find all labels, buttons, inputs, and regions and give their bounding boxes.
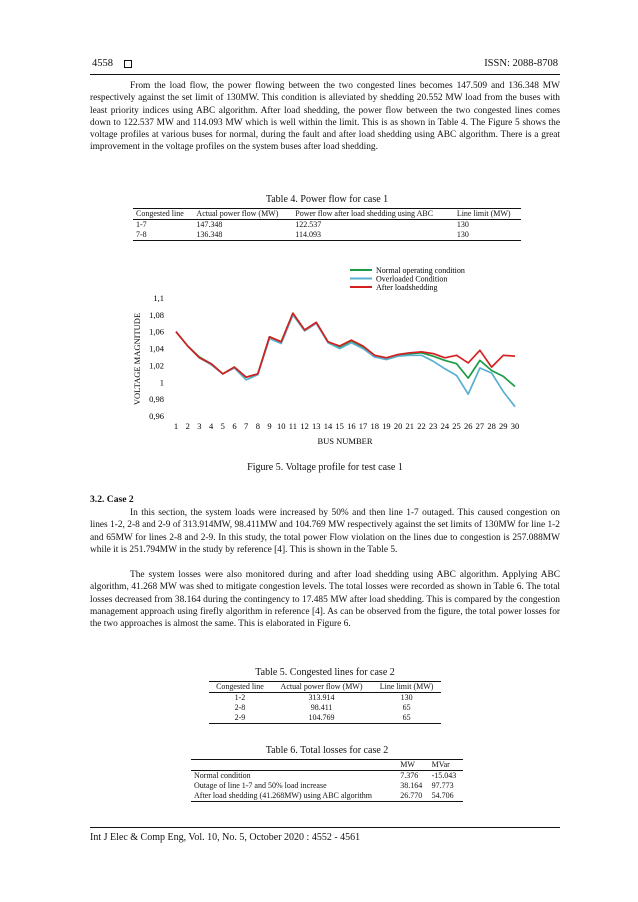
x-tick-label: 21	[405, 421, 415, 431]
y-axis-label: VOLTAGE MAGNITUDE	[132, 312, 142, 406]
table4	[133, 208, 521, 241]
x-tick-label: 28	[487, 421, 496, 431]
table-header-row	[209, 682, 441, 693]
table-header-cell: MW	[397, 760, 428, 771]
x-tick-label: 15	[335, 421, 344, 431]
chart-series	[176, 313, 515, 407]
x-tick-label: 24	[440, 421, 450, 431]
table-cell: 65	[402, 713, 411, 722]
table-header-cell	[191, 760, 397, 771]
table-cell: -15.043	[431, 771, 457, 780]
issn: ISSN: 2088-8708	[484, 58, 558, 69]
table-cell: 1-2	[234, 693, 246, 702]
footer-rule	[90, 827, 560, 828]
table-cell: 7.376	[400, 771, 419, 780]
table-row	[191, 791, 463, 802]
table-cell: 2-9	[234, 713, 246, 722]
y-tick-label: 1,02	[149, 360, 164, 371]
square-icon	[124, 60, 132, 68]
x-tick-label: 7	[244, 421, 249, 431]
legend-label: After loadshedding	[376, 283, 438, 292]
y-tick-label: 1,06	[149, 326, 164, 337]
table-cell: 114.093	[295, 230, 321, 239]
y-axis-ticks	[149, 293, 165, 421]
paragraph-3: The system losses were also monitored during and after load shedding using ABC algorithm. Applying ABC algorithm, 41.268 MW was shed to mitigate congestion levels. The total losses were recorded as shown in Table 6. The total losses decreased from 38.164 during the contingency to 17.485 MW after load shedding. This is compared by the congestion management approach using firefly algorithm in reference [4]. As can be observed from the figure, the total power losses for the two approaches is almost the same. This is elaborated in Figure 6.	[90, 570, 560, 630]
table-header-cell: Congested line	[133, 209, 193, 220]
y-tick-label: 1	[159, 377, 164, 388]
table-cell: 130	[456, 220, 469, 229]
table-row	[133, 230, 521, 241]
y-tick-label: 1,04	[149, 343, 164, 354]
figure5-caption: Figure 5. Voltage profile for test case 1	[247, 462, 403, 473]
table-header-row	[133, 209, 521, 220]
table-cell: 97.773	[431, 781, 454, 790]
table-cell: 38.164	[400, 781, 423, 790]
x-tick-label: 1	[173, 421, 179, 431]
x-tick-label: 25	[452, 421, 461, 431]
voltage-profile-chart	[120, 262, 530, 450]
x-tick-label: 2	[185, 421, 190, 431]
table-cell: Outage of line 1-7 and 50% load increase	[194, 781, 327, 790]
x-axis-label: BUS NUMBER	[317, 436, 373, 446]
table-row	[133, 220, 521, 231]
legend-label: Normal operating condition	[376, 266, 465, 275]
x-axis-ticks	[174, 421, 519, 431]
table-header-cell: Actual power flow (MW)	[271, 682, 372, 693]
x-tick-label: 20	[393, 421, 403, 431]
table4-caption: Table 4. Power flow for case 1	[265, 194, 389, 205]
table-cell: 2-8	[234, 703, 246, 712]
table-header-cell: Congested line	[209, 682, 271, 693]
x-tick-label: 11	[288, 421, 297, 431]
x-tick-label: 16	[347, 421, 356, 431]
paragraph-1: From the load flow, the power flowing between the two congested lines becomes 147.509 and 136.348 MW respectively against the set limit of 130MW. This condition is alleviated by shedding 20.552 MW load from the buses with least priority indices using ABC algorithm. After load shedding, the power flow between the two congested lines comes down to 122.537 MW and 114.093 MW which is well within the limit. This is as shown in Table 4. The Figure 5 shows the voltage profiles at various buses for normal, during the fault and after load shedding using ABC algorithm. There is a great improvement in the voltage profiles on the system buses after load shedding.	[90, 81, 560, 153]
x-tick-label: 9	[267, 421, 272, 431]
x-tick-label: 30	[510, 421, 520, 431]
table-row	[209, 703, 441, 713]
x-tick-label: 10	[276, 421, 286, 431]
x-tick-label: 8	[255, 421, 260, 431]
table-header-cell: MVar	[429, 760, 463, 771]
table-header-cell: Power flow after load shedding using ABC	[292, 209, 454, 220]
header-rule	[90, 74, 560, 75]
table-cell: After load shedding (41.268MW) using ABC algorithm	[194, 791, 372, 800]
table6	[191, 759, 463, 802]
table-cell: Normal condition	[194, 771, 251, 780]
table-cell: 313.914	[308, 693, 335, 702]
table-header-cell: Line limit (MW)	[372, 682, 441, 693]
x-tick-label: 6	[232, 421, 237, 431]
x-tick-label: 12	[300, 421, 309, 431]
table-header-cell: Line limit (MW)	[454, 209, 521, 220]
series-line	[176, 313, 515, 386]
table-cell: 130	[456, 230, 469, 239]
table5	[209, 681, 441, 724]
y-tick-label: 1,1	[153, 293, 164, 303]
table-cell: 26.770	[400, 791, 423, 800]
table-cell: 136.348	[196, 230, 223, 239]
x-tick-label: 3	[197, 421, 202, 431]
x-tick-label: 17	[358, 421, 368, 431]
table-row	[191, 781, 463, 791]
x-tick-label: 5	[220, 421, 225, 431]
page-number: 4558	[92, 58, 113, 69]
chart-legend	[350, 266, 465, 292]
x-tick-label: 23	[428, 421, 438, 431]
x-tick-label: 4	[208, 421, 214, 431]
table-cell: 98.411	[310, 703, 333, 712]
y-tick-label: 1,08	[149, 309, 164, 320]
footer-citation: Int J Elec & Comp Eng, Vol. 10, No. 5, October 2020 : 4552 - 4561	[90, 832, 361, 843]
table6-caption: Table 6. Total losses for case 2	[265, 745, 389, 756]
x-tick-label: 22	[417, 421, 426, 431]
x-tick-label: 18	[370, 421, 379, 431]
section-heading: 3.2. Case 2	[90, 494, 134, 505]
x-tick-label: 27	[475, 421, 485, 431]
table-cell: 122.537	[295, 220, 322, 229]
table-cell: 1-7	[136, 220, 147, 229]
table-cell: 147.348	[196, 220, 223, 229]
table-header-row	[191, 760, 463, 771]
table-cell: 130	[400, 693, 413, 702]
table-header-cell: Actual power flow (MW)	[193, 209, 292, 220]
y-tick-label: 0,98	[149, 394, 164, 405]
table5-caption: Table 5. Congested lines for case 2	[255, 667, 395, 678]
legend-label: Overloaded Condition	[376, 274, 448, 284]
table-cell: 104.769	[308, 713, 335, 722]
y-tick-label: 0,96	[149, 411, 164, 421]
table-row	[209, 693, 441, 704]
table-cell: 7-8	[136, 230, 147, 239]
table-row	[209, 713, 441, 724]
table-cell: 54.706	[431, 791, 454, 800]
x-tick-label: 19	[382, 421, 391, 431]
x-tick-label: 29	[499, 421, 508, 431]
paragraph-2: In this section, the system loads were increased by 50% and then line 1-7 outaged. This caused congestion on lines 1-2, 2-8 and 2-9 of 313.914MW, 98.411MW and 104.769 MW respectively against the set limits of 130MW for line 1-2 and 65MW for lines 2-8 and 2-9. In this study, the total power Flow violation on the lines due to congestion is 257.088MW while it is 251.794MW in the study by reference [4]. This is shown in the Table 5.	[90, 508, 560, 555]
x-tick-label: 13	[312, 421, 321, 431]
x-tick-label: 14	[323, 421, 333, 431]
table-cell: 65	[402, 703, 411, 712]
table-row	[191, 771, 463, 782]
x-tick-label: 26	[463, 421, 473, 431]
